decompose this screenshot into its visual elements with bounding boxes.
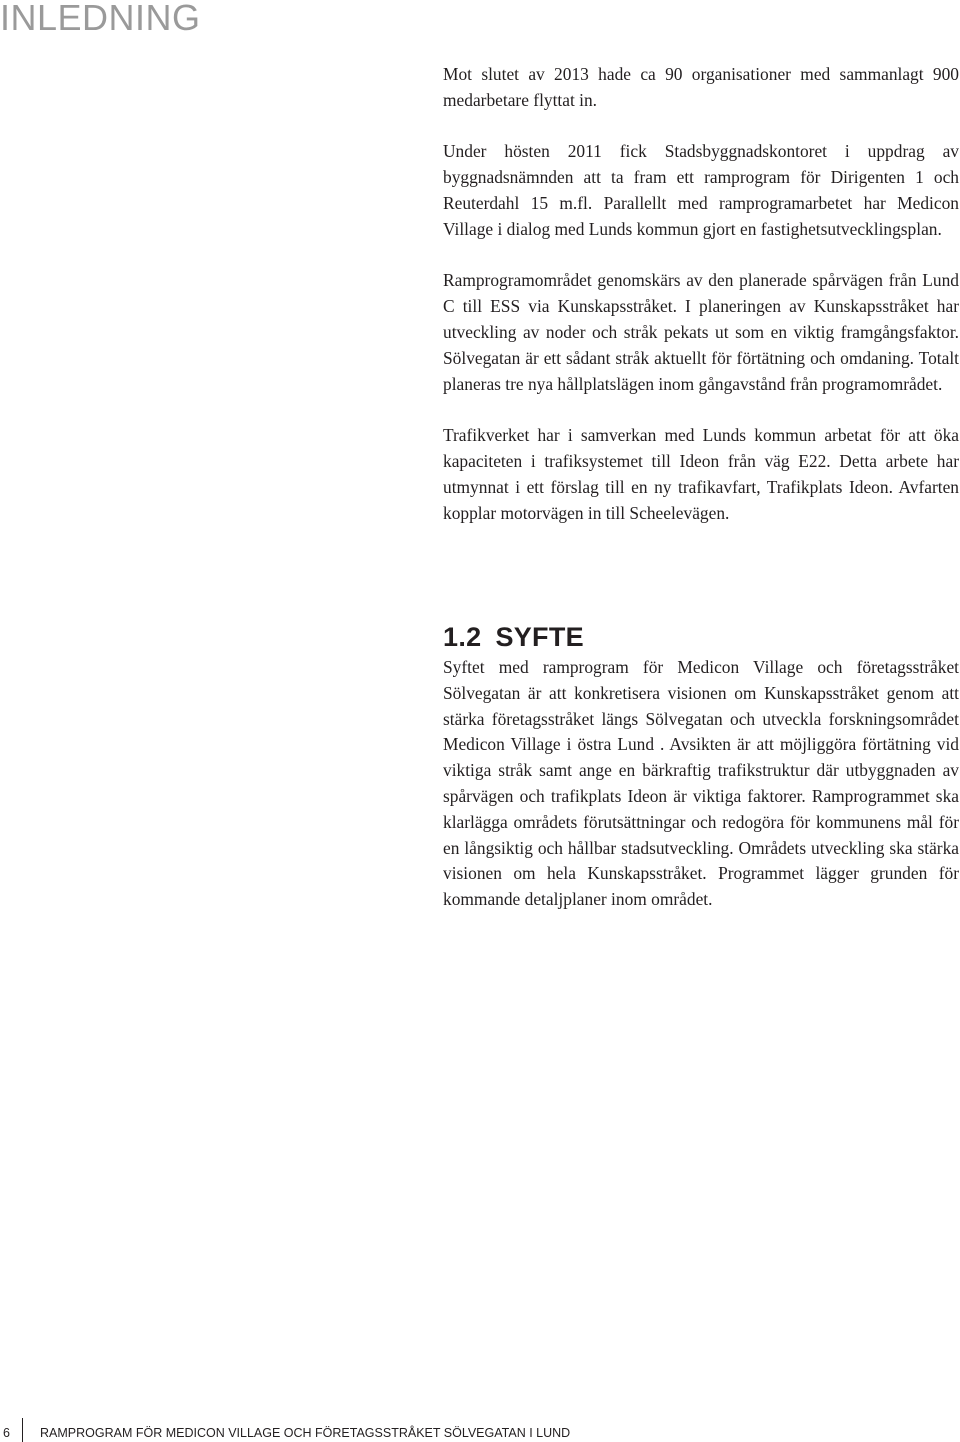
section-heading	[443, 621, 584, 653]
footer-divider	[22, 1418, 23, 1442]
intro-paragraph-2: Under hösten 2011 fick Stadsbyggnadskontoret i uppdrag av byggnadsnämnden att ta fram ett ramprogram för Dirigenten 1 och Reuterdahl 15 m.fl. Parallellt med ramprogramarbetet har Medicon Village i dialog med Lunds kommun gjort en fastighetsutvecklingsplan.	[443, 141, 959, 239]
intro-paragraph-3: Ramprogramområdet genomskärs av den planerade spårvägen från Lund C till ESS via Kunskapsstråket. I planeringen av Kunskapsstråket har utveckling av noder och stråk pekats ut som en viktig framgångsfaktor. Sölvegatan är ett sådant stråk aktuellt för förtätning och omdaning. Totalt planeras tre nya hållplatslägen inom gångavstånd från programområdet.	[443, 270, 959, 394]
intro-paragraph-1: Mot slutet av 2013 hade ca 90 organisationer med sammanlagt 900 medarbetare flyttat in.	[443, 64, 959, 110]
intro-paragraph-4: Trafikverket har i samverkan med Lunds kommun arbetat för att öka kapaciteten i trafiksystemet till Ideon från väg E22. Detta arbete har utmynnat i ett förslag till en ny trafikavfart, Trafikplats Ideon. Avfarten kopplar motorvägen in till Scheelevägen.	[443, 425, 959, 523]
section-paragraph: Syftet med ramprogram för Medicon Village och företagsstråket Sölvegatan är att konkretisera visionen om Kunskapsstråket genom att stärka företagsstråket längs Sölvegatan och utveckla forskningsområdet Medicon Village i östra Lund . Avsikten är att möjliggöra förtätning vid viktiga stråk samt ange en bärkraftig trafikstruktur där utbyggnaden av spårvägen och trafikplats Ideon är viktiga faktorer. Ramprogrammet ska klarlägga områdets förutsättningar och redogöra för kommunens mål för en långsiktig och hållbar stadsutveckling. Områdets utveckling ska stärka visionen om hela Kunskapsstråket. Programmet lägger grunden för kommande detaljplaner inom området.	[443, 657, 959, 910]
footer-document-title: RAMPROGRAM FÖR MEDICON VILLAGE OCH FÖRETAGSSTRÅKET SÖLVEGATAN I LUND	[40, 1426, 571, 1440]
section-number: 1.2	[443, 622, 482, 652]
page-number: 6	[3, 1426, 10, 1440]
intro-text	[443, 62, 959, 526]
page-header-title: INLEDNING	[0, 0, 201, 38]
section-text	[443, 655, 959, 913]
section-title: SYFTE	[495, 622, 584, 652]
